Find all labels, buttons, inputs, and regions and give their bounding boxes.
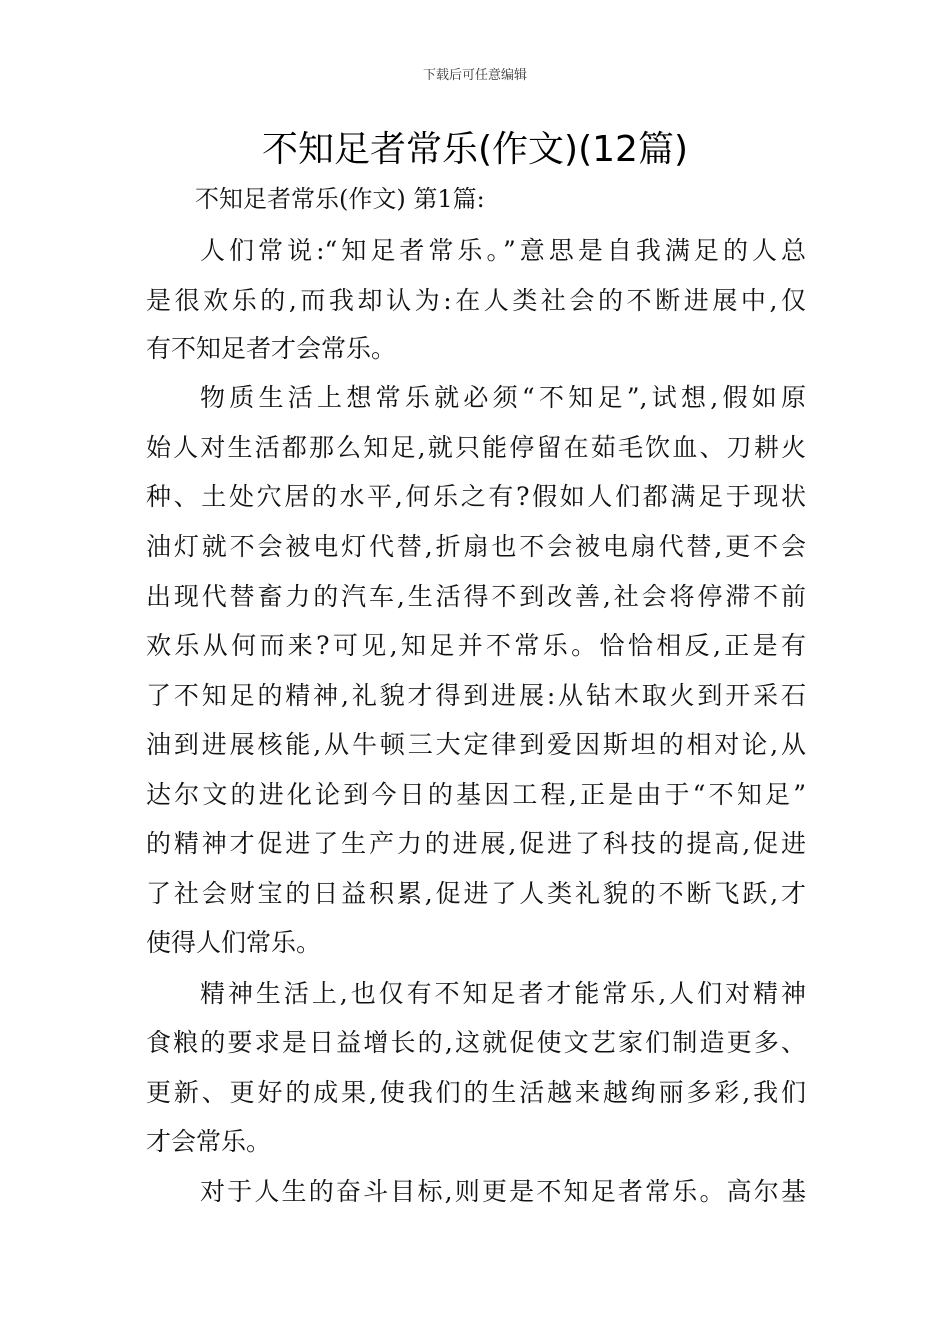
paragraph-line: 始人对生活都那么知足,就只能停留在茹毛饮血、刀耕火 [146,433,806,462]
paragraph-line: 更新、更好的成果,使我们的生活越来越绚丽多彩,我们 [146,1078,806,1107]
paragraph-line: 人们常说:“知足者常乐。”意思是自我满足的人总 [200,236,806,265]
paragraph-line: 精神生活上,也仅有不知足者才能常乐,人们对精神 [200,979,806,1008]
paragraph-line: 有不知足者才会常乐。 [146,334,397,363]
paragraph-line: 使得人们常乐。 [146,928,322,957]
paragraph-line: 了社会财宝的日益积累,促进了人类礼貌的不断飞跃,才 [146,879,806,908]
paragraph-line: 油到进展核能,从牛顿三大定律到爱因斯坦的相对论,从 [146,730,806,759]
chapter-heading: 不知足者常乐(作文) 第1篇: [195,185,485,213]
paragraph-line: 是很欢乐的,而我却认为:在人类社会的不断进展中,仅 [146,286,806,315]
paragraph-line: 了不知足的精神,礼貌才得到进展:从钻木取火到开采石 [146,681,806,710]
paragraph-line: 出现代替畜力的汽车,生活得不到改善,社会将停滞不前 [146,582,806,611]
paragraph-line: 达尔文的进化论到今日的基因工程,正是由于“不知足” [146,780,806,809]
paragraph-line: 才会常乐。 [146,1127,272,1156]
paragraph-line: 对于人生的奋斗目标,则更是不知足者常乐。高尔基 [200,1177,806,1206]
paragraph-line: 物质生活上想常乐就必须“不知足”,试想,假如原 [200,383,806,412]
document-title: 不知足者常乐(作文)(12篇) [262,129,688,170]
paragraph-line: 油灯就不会被电灯代替,折扇也不会被电扇代替,更不会 [146,532,806,561]
paragraph-line: 欢乐从何而来?可见,知足并不常乐。恰恰相反,正是有 [146,631,806,660]
paragraph-line: 种、土处穴居的水平,何乐之有?假如人们都满足于现状 [146,482,806,511]
header-note: 下载后可任意编辑 [422,68,527,83]
paragraph-line: 食粮的要求是日益增长的,这就促使文艺家们制造更多、 [146,1028,806,1057]
paragraph-line: 的精神才促进了生产力的进展,促进了科技的提高,促进 [146,829,806,858]
